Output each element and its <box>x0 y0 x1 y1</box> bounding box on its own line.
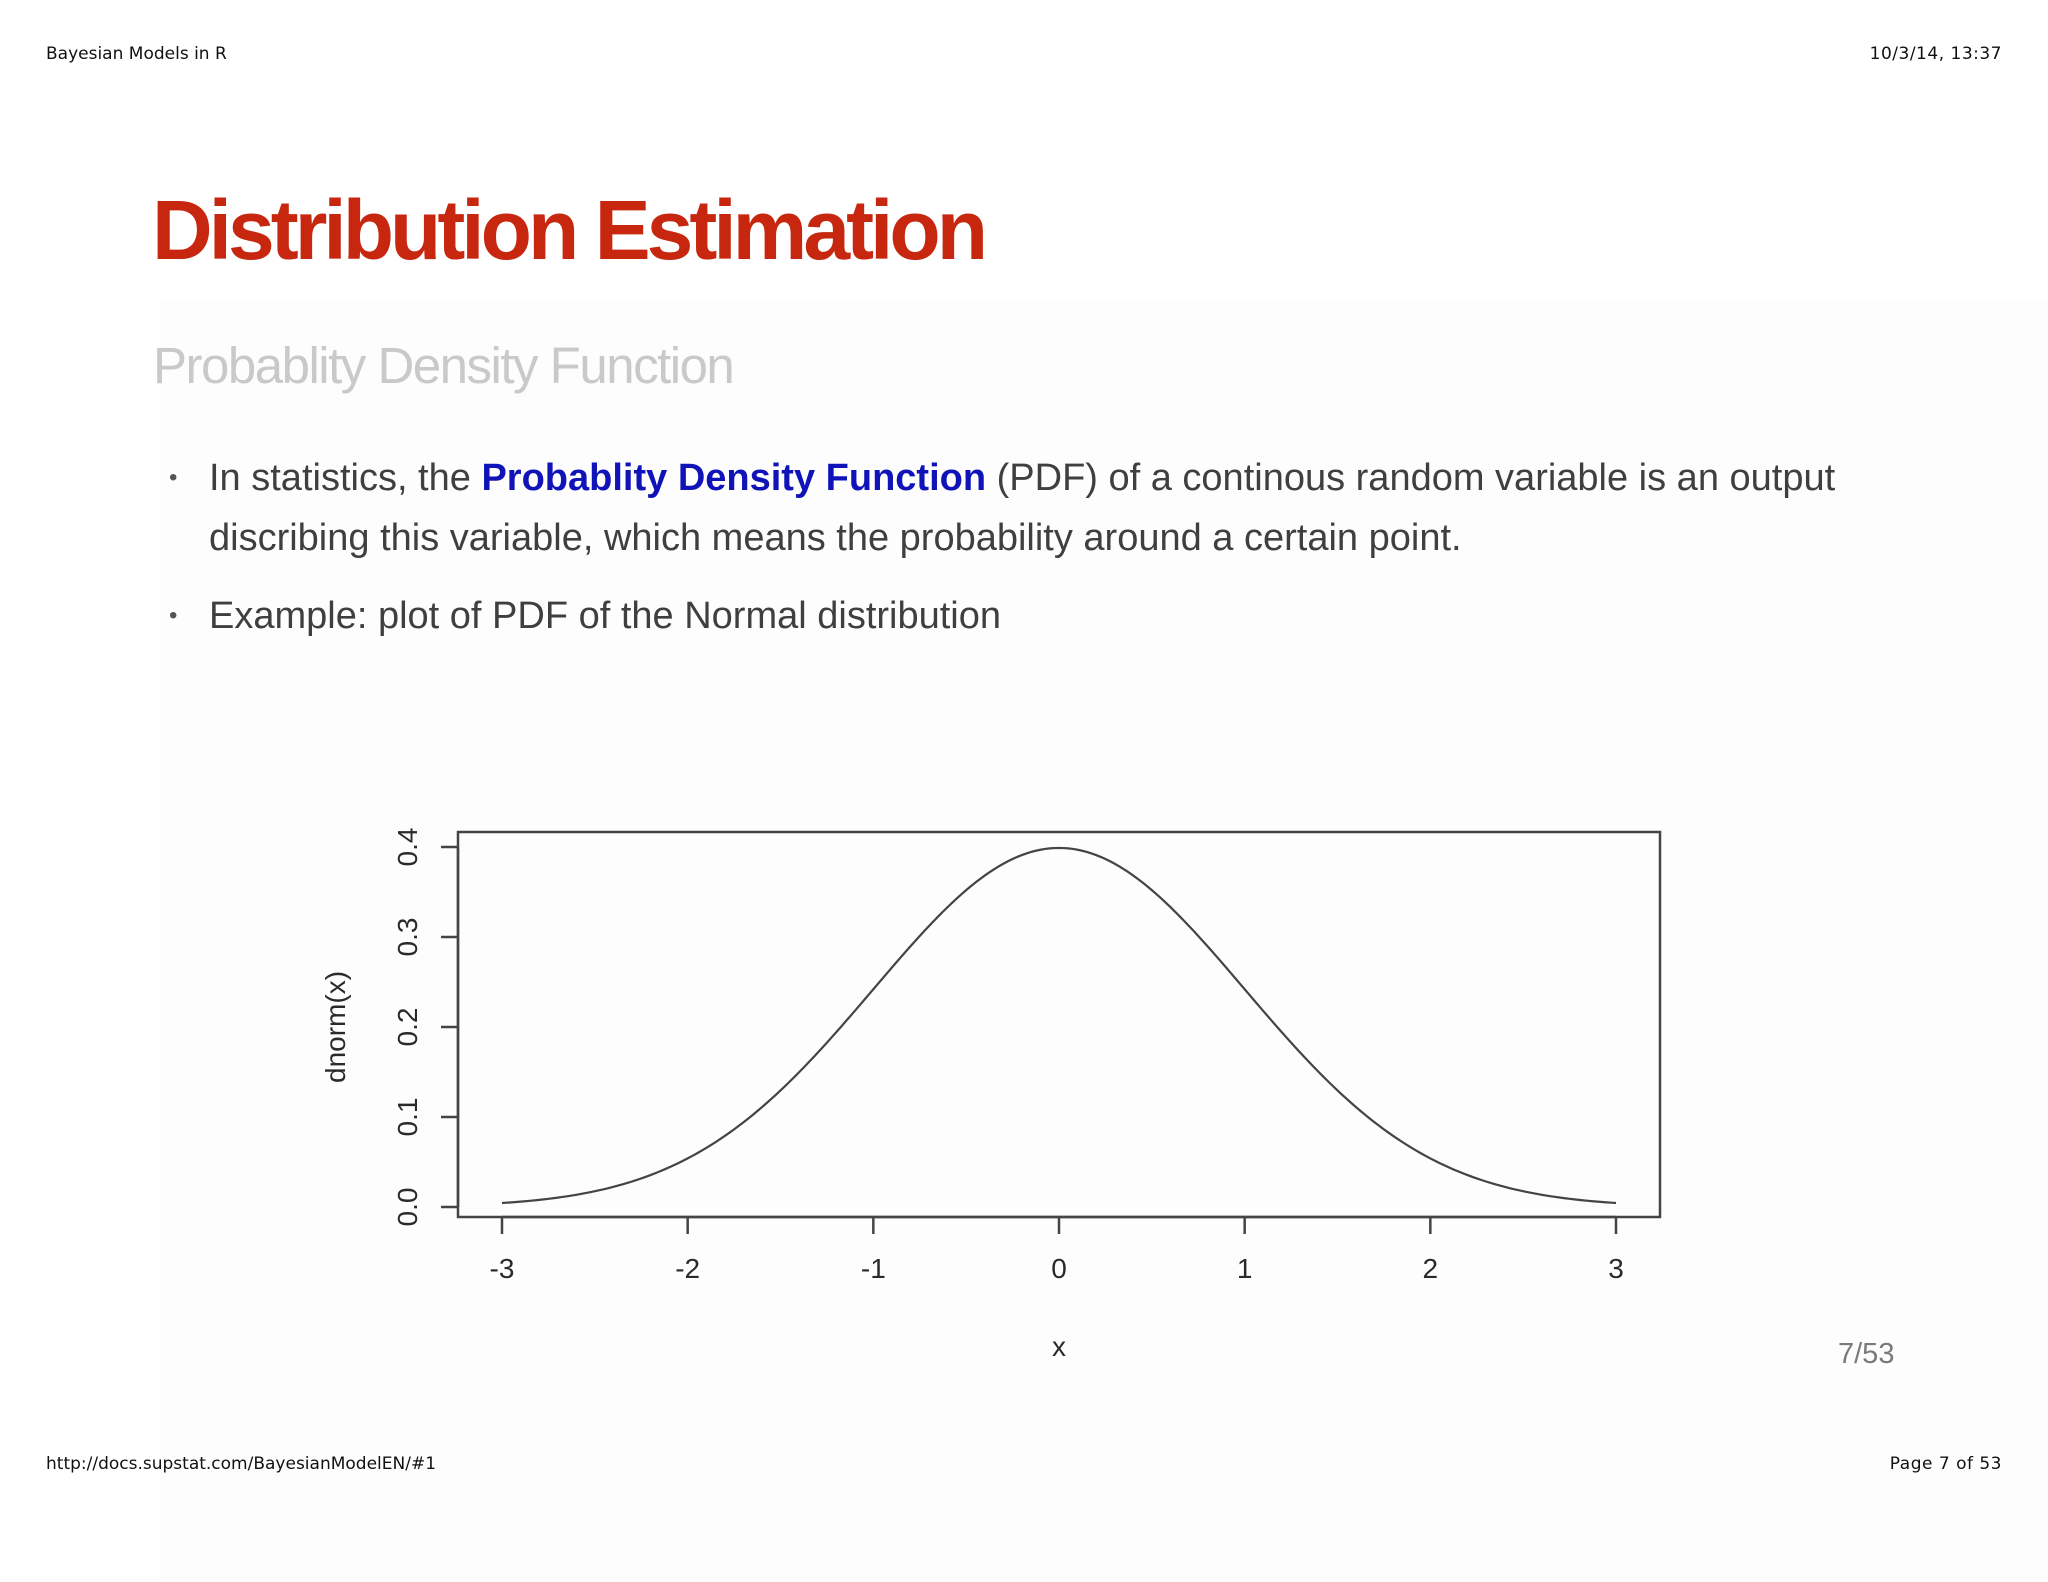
pdf-chart <box>300 810 1700 1375</box>
print-footer <box>0 1454 2048 1484</box>
print-timestamp: 10/3/14, 13:37 <box>1869 44 2002 64</box>
y-axis-label: dnorm(x) <box>320 970 351 1084</box>
document-title: Bayesian Models in R <box>46 44 227 64</box>
bullet-dot-icon: • <box>169 602 178 629</box>
x-tick-label: 1 <box>1236 1253 1253 1284</box>
x-tick-label: 2 <box>1422 1253 1439 1284</box>
x-tick-label: -1 <box>860 1253 886 1284</box>
slide-title: Distribution Estimation <box>152 183 984 277</box>
x-tick-label: -3 <box>489 1253 515 1284</box>
bullet-dot-icon: • <box>169 464 178 491</box>
x-tick-label: 0 <box>1051 1253 1067 1284</box>
y-tick-label: 0.1 <box>392 1097 423 1137</box>
bullet-text-after: (PDF) of a continous random variable is an output discribing this variable, which means the probability around a certain point. <box>209 457 1836 559</box>
bullet-text-before: In statistics, the <box>209 457 482 499</box>
plot-frame <box>458 832 1660 1217</box>
bullet-item <box>165 448 1925 568</box>
bullet-text: Example: plot of PDF of the Normal distribution <box>209 595 1002 637</box>
page-label: Page 7 of 53 <box>1889 1454 2002 1474</box>
y-tick-label: 0.4 <box>392 827 423 867</box>
x-tick-label: 3 <box>1608 1253 1624 1284</box>
density-curve <box>502 848 1616 1203</box>
bullet-list <box>165 448 1925 664</box>
bullet-item <box>165 586 1925 646</box>
highlighted-term: Probablity Density Function <box>481 457 987 499</box>
print-header <box>0 44 2048 74</box>
x-axis-label: x <box>1052 1331 1066 1362</box>
y-tick-label: 0.0 <box>392 1187 423 1227</box>
y-tick-label: 0.2 <box>392 1007 423 1047</box>
slide-subtitle: Probablity Density Function <box>153 337 734 394</box>
y-tick-label: 0.3 <box>392 917 423 957</box>
x-tick-label: -2 <box>675 1253 701 1284</box>
page-url: http://docs.supstat.com/BayesianModelEN/#1 <box>46 1454 437 1474</box>
slide-number: 7/53 <box>1838 1338 1895 1370</box>
pdf-chart-svg <box>300 810 1700 1370</box>
